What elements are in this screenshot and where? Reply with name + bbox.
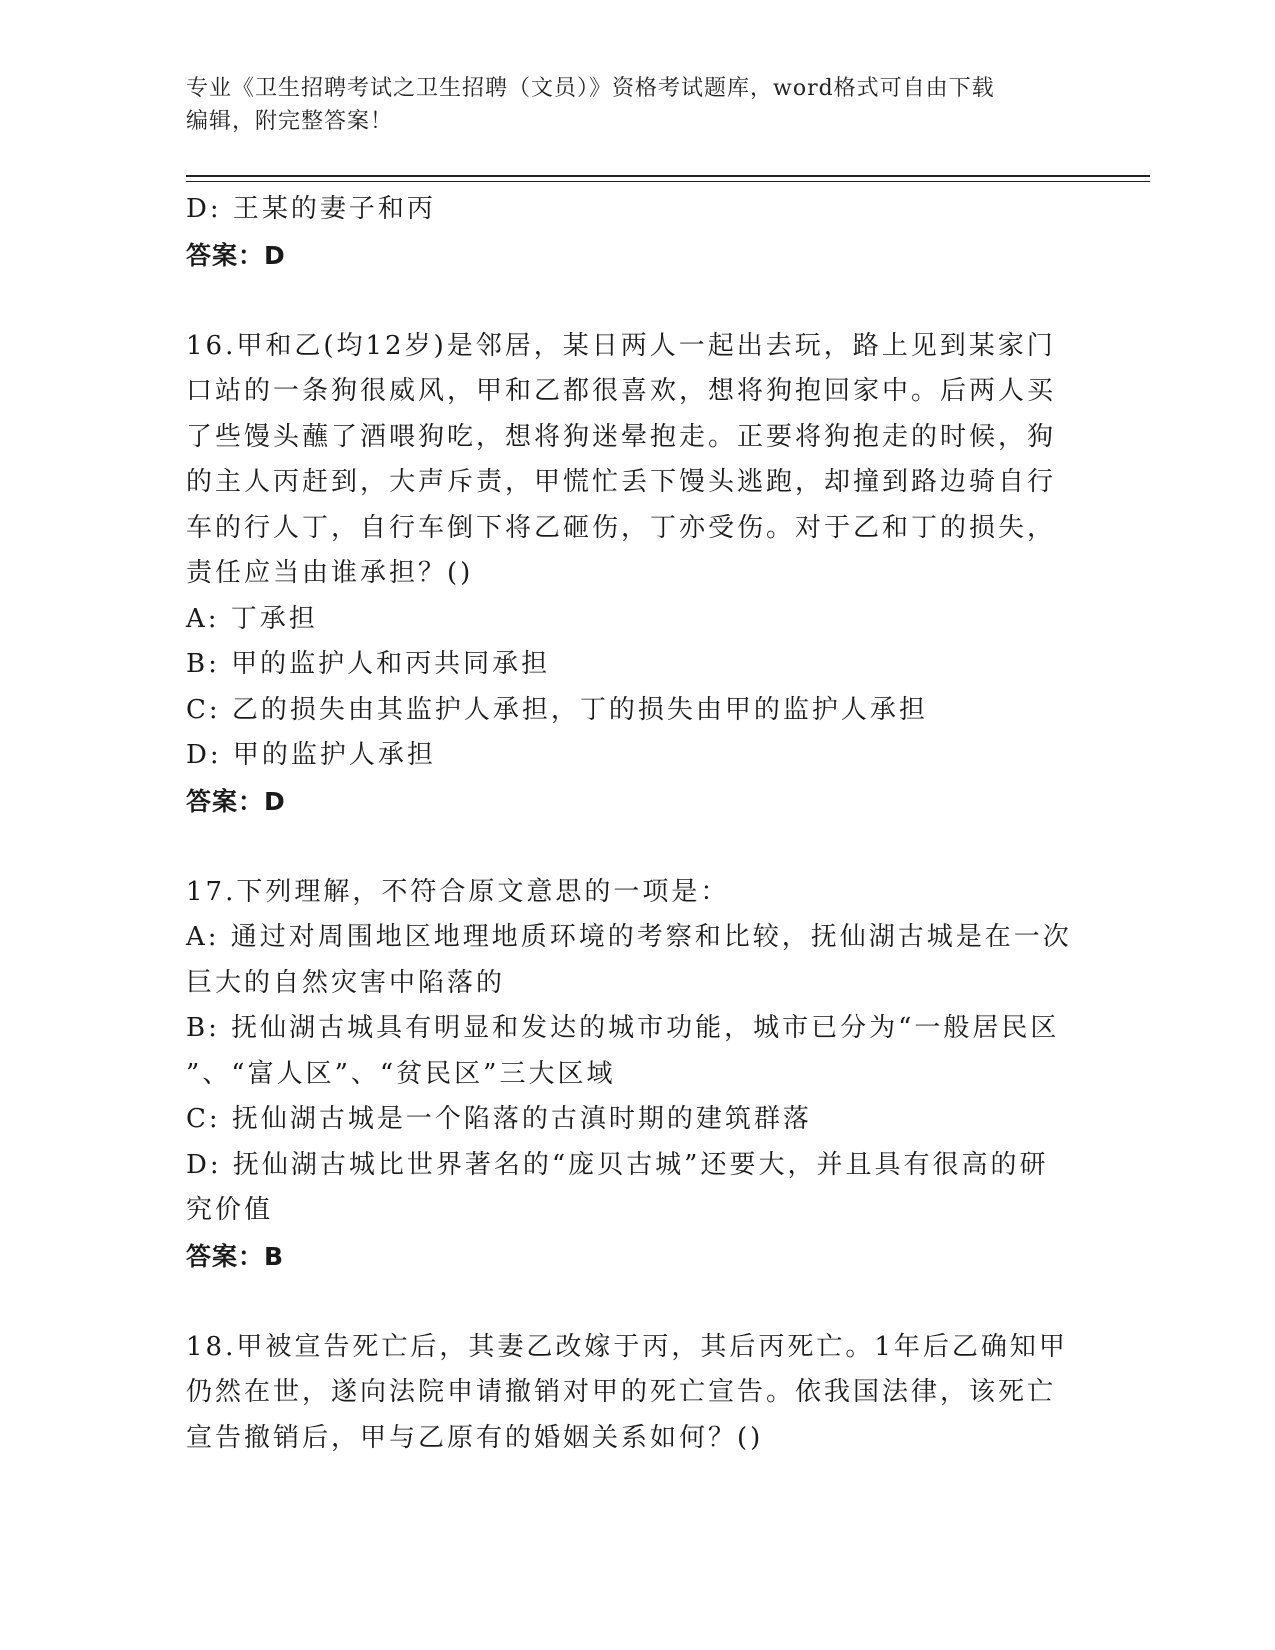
q18-stem-line: 18.甲被宣告死亡后，其妻乙改嫁于丙，其后丙死亡。1年后乙确知甲 <box>186 1331 1068 1362</box>
spacer <box>186 824 1086 870</box>
q16-option-b: B: 甲的监护人和丙共同承担 <box>186 649 551 679</box>
q17-option-d-line: 究价值 <box>186 1195 274 1225</box>
q17-option-b-line: B: 抚仙湖古城具有明显和发达的城市功能，城市已分为“一般居民区 <box>186 1013 1060 1043</box>
q17-option-b-line: ”、“富人区”、“贫民区”三大区域 <box>186 1058 616 1089</box>
header-divider-thin <box>186 181 1150 182</box>
q16-stem-line: 口站的一条狗很威风，甲和乙都很喜欢，想将狗抱回家中。后两人买 <box>186 376 1057 406</box>
document-body <box>186 187 1086 1461</box>
q17-option-c: C: 抚仙湖古城是一个陷落的古滇时期的建筑群落 <box>186 1104 812 1134</box>
q16-option-d: D: 甲的监护人承担 <box>186 740 436 770</box>
spacer <box>186 1279 1086 1325</box>
q16-option-a: A: 丁承担 <box>186 603 318 634</box>
spacer <box>186 278 1086 324</box>
q16-answer: 答案：D <box>186 786 286 816</box>
q17-option-d-line: D: 抚仙湖古城比世界著名的“庞贝古城”还要大，并且具有很高的研 <box>186 1149 1049 1180</box>
q16-stem-line: 车的行人丁，自行车倒下将乙砸伤，丁亦受伤。对于乙和丁的损失， <box>186 512 1057 543</box>
q16-option-c: C: 乙的损失由其监护人承担，丁的损失由甲的监护人承担 <box>186 694 928 725</box>
header-line-1: 专业《卫生招聘考试之卫生招聘（文员）》资格考试题库，word格式可自由下载 <box>186 76 995 101</box>
q17-stem: 17.下列理解，不符合原文意思的一项是： <box>186 876 730 907</box>
q17-answer: 答案：B <box>186 1241 285 1271</box>
q17-option-a-line: 巨大的自然灾害中陷落的 <box>186 967 506 998</box>
q16-stem-line: 16.甲和乙(均12岁)是邻居，某日两人一起出去玩，路上见到某家门 <box>186 330 1056 361</box>
q17-option-a-line: A: 通过对周围地区地理地质环境的考察和比较，抚仙湖古城是在一次 <box>186 922 1072 952</box>
prev-option-d: D: 王某的妻子和丙 <box>186 194 436 224</box>
q16-stem-line: 责任应当由谁承担？() <box>186 558 474 588</box>
q18-stem-line: 宣告撤销后，甲与乙原有的婚姻关系如何？() <box>186 1422 764 1453</box>
q18-stem-line: 仍然在世，遂向法院申请撤销对甲的死亡宣告。依我国法律，该死亡 <box>186 1377 1057 1407</box>
question-16 <box>186 324 1086 825</box>
header-line-2: 编辑，附完整答案！ <box>186 109 394 134</box>
question-18 <box>186 1325 1086 1462</box>
header-divider-thick <box>186 175 1150 177</box>
q16-stem-line: 的主人丙赶到，大声斥责，甲慌忙丢下馒头逃跑，却撞到路边骑自行 <box>186 467 1057 497</box>
page-header <box>186 72 1086 138</box>
question-17 <box>186 870 1086 1280</box>
q16-stem-line: 了些馒头蘸了酒喂狗吃，想将狗迷晕抱走。正要将狗抱走的时候，狗 <box>186 421 1057 452</box>
prev-answer: 答案：D <box>186 240 286 270</box>
